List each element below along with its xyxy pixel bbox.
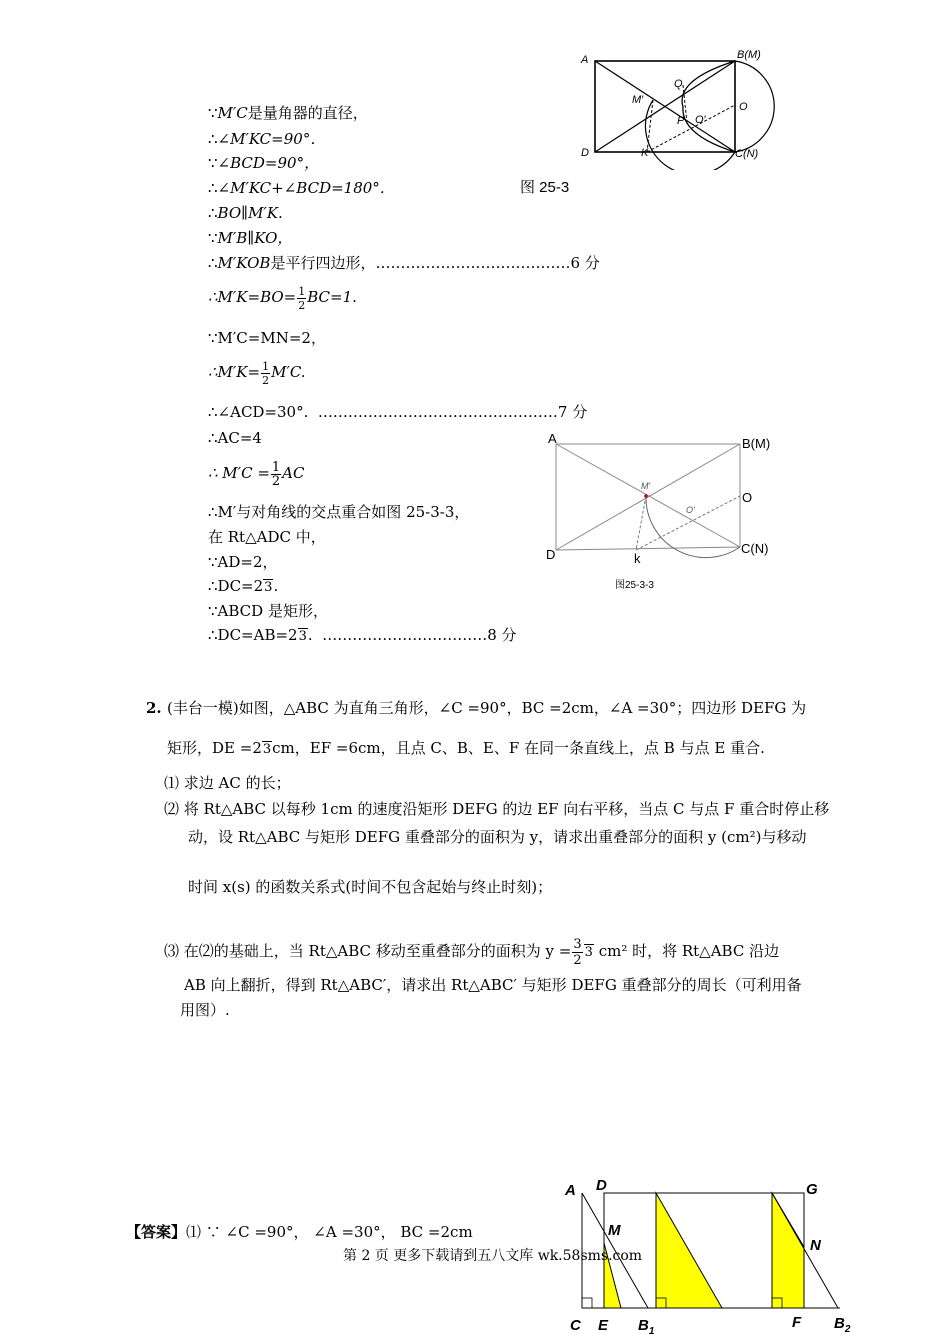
figure-caption: 图25-3-3 <box>615 580 654 591</box>
proof-line: ∴DC=AB=23. ……………………………8 分 <box>208 626 517 644</box>
proof-line: ∵M′B∥KO， <box>208 229 293 247</box>
label-a: A <box>581 54 589 66</box>
label-d: D <box>596 1177 607 1194</box>
proof-line: ∴ M′C = $\frac{1}{2}$ AC <box>208 459 305 489</box>
label-m-prime: M′ <box>632 94 644 106</box>
edge-dc <box>556 547 740 550</box>
answer-line: 【答案】⑴ ∵ ∠C =90°， ∠A =30°， BC =2cm <box>126 1223 473 1241</box>
arc-lower <box>683 107 735 152</box>
part-2: 动，设 Rt△ABC 与矩形 DEFG 重叠部分的面积为 y，请求出重叠部分的面积 y (cm²)与移动 <box>188 828 807 846</box>
proof-line: 在 Rt△ADC 中， <box>208 528 326 546</box>
proof-line: ∴∠M′KC=90°． <box>208 130 326 148</box>
arc-upper <box>682 61 735 107</box>
question-number: 2. <box>146 699 162 717</box>
label-n: N <box>810 1237 821 1254</box>
label-c: C(N) <box>735 148 759 160</box>
proof-line: ∴∠M′KC+∠BCD=180°． <box>208 179 395 197</box>
proof-line: ∴AC=4 <box>208 429 262 447</box>
proof-line: ∵ABCD 是矩形， <box>208 602 328 620</box>
part-2: 时间 x(s) 的函数关系式(时间不包含起始与终止时刻)； <box>188 878 553 896</box>
label-b2: $B_2$ <box>834 1315 851 1335</box>
label-c: C(N) <box>741 541 769 556</box>
label-a: A <box>565 1182 576 1199</box>
figure-25-3 <box>575 45 775 170</box>
overlap-triangle-2 <box>656 1193 722 1308</box>
proof-line: ∵∠BCD=90°， <box>208 154 320 172</box>
label-q: Q <box>674 78 683 90</box>
proof-line: ∴M′与对角线的交点重合如图 25-3-3， <box>208 503 470 521</box>
label-d: D <box>581 147 589 159</box>
proof-line: ∴M′K=BO= $\frac{1}{2}$ BC=1. <box>208 284 357 312</box>
score-mark: …………………………………6 分 <box>375 254 600 272</box>
part-2: ⑵ 将 Rt△ABC 以每秒 1cm 的速度沿矩形 DEFG 的边 EF 向右平移，当点 C 与点 F 重合时停止移 <box>164 800 830 818</box>
label-a: A <box>548 431 557 446</box>
figure-25-3-3 <box>540 425 780 595</box>
label-o: O <box>739 101 748 113</box>
label-b1: $B_1$ <box>638 1317 655 1337</box>
part-3: AB 向上翻折，得到 Rt△ABC′，请求出 Rt△ABC′ 与矩形 DEFG 重叠部分的周长（可利用备 <box>184 976 802 994</box>
label-p: P <box>677 115 685 127</box>
label-c: C <box>570 1317 581 1334</box>
score-mark: …………………………………………7 分 <box>317 403 588 421</box>
question-text: (丰台一模)如图，△ABC 为直角三角形，∠C =90°，BC =2cm，∠A =30°；四边形 DEFG 为 <box>167 699 807 717</box>
label-k: K <box>641 147 649 159</box>
label-b: B(M) <box>737 49 761 61</box>
label-o-prime: O′ <box>695 114 706 126</box>
proof-line: ∴M′KOB是平行四边形，…………………………………6 分 <box>208 254 600 272</box>
part-3: 用图）. <box>180 1001 230 1019</box>
label-m-prime: M′ <box>641 481 651 491</box>
proof-line: ∵AD=2， <box>208 553 278 571</box>
right-angle-mark <box>582 1298 592 1308</box>
label-o: O <box>742 490 753 505</box>
part-3: ⑶ 在⑵的基础上，当 Rt△ABC 移动至重叠部分的面积为 y = $\frac{3}{2}$ 3 cm² 时，将 Rt△ABC 沿边 <box>164 936 780 968</box>
page-footer: 第 2 页 更多下载请到五八文库 wk.58sms.com <box>343 1248 643 1264</box>
label-g: G <box>806 1181 818 1198</box>
sqrt-3: 3 <box>262 742 272 757</box>
proof-line: ∵M′C=MN=2， <box>208 329 326 347</box>
dashed-mk <box>647 100 653 152</box>
label-k: k <box>634 551 641 566</box>
label-o-prime: O′ <box>686 505 695 515</box>
overlap-quad <box>772 1193 804 1308</box>
label-b: B(M) <box>742 436 771 451</box>
label-f: F <box>792 1314 802 1331</box>
part-1: ⑴ 求边 AC 的长； <box>164 774 291 792</box>
dashed-mk <box>636 496 646 550</box>
proof-line: ∴∠ACD=30°. …………………………………………7 分 <box>208 403 588 421</box>
proof-line: ∴BO∥M′K. <box>208 204 283 222</box>
answer-label: 【答案】 <box>126 1223 187 1241</box>
question-text: 矩形，DE =23cm，EF =6cm，且点 C、B、E、F 在同一条直线上，点 B 与点 E 重合. <box>167 739 765 757</box>
figure-caption: 图 25-3 <box>520 179 570 196</box>
sqrt-3: 3 <box>264 580 273 595</box>
proof-line: ∵M′C是量角器的直径， <box>208 104 368 122</box>
label-e: E <box>598 1317 609 1334</box>
label-d: D <box>546 547 556 562</box>
proof-line: ∴M′K= $\frac{1}{2}$ M′C. <box>208 359 306 387</box>
proof-line: ∴DC=23. <box>208 577 279 595</box>
sqrt-3: 3 <box>298 629 307 644</box>
point-m-prime <box>644 494 648 498</box>
label-m: M <box>608 1222 621 1239</box>
score-mark: ……………………………8 分 <box>322 626 517 644</box>
